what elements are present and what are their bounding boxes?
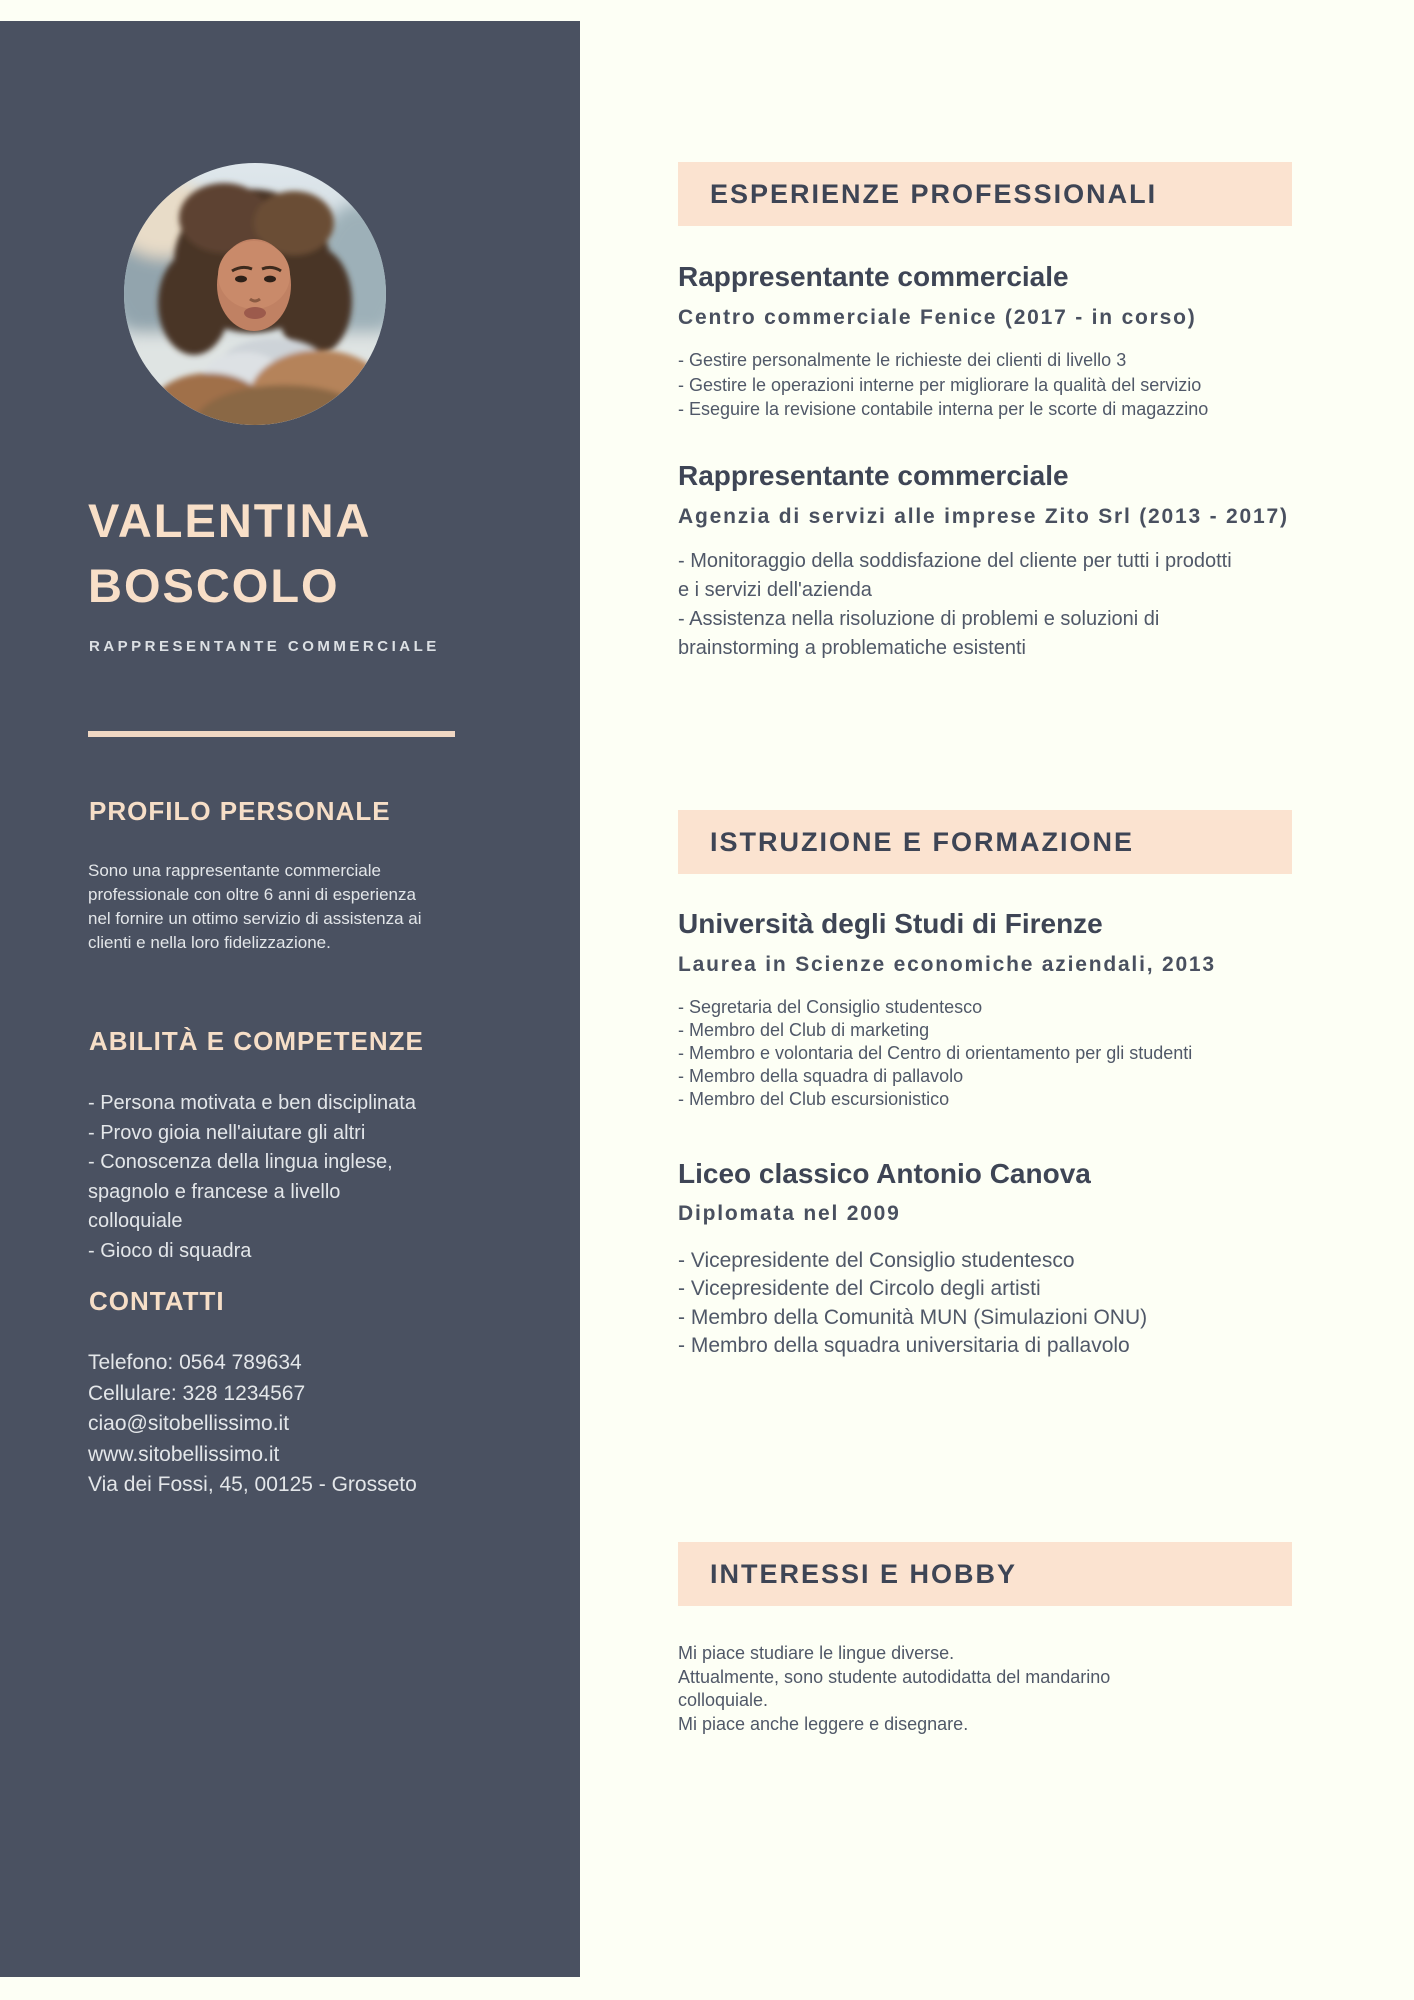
school-bullet: - Membro della Comunità MUN (Simulazioni ONU) <box>678 1305 1148 1329</box>
sidebar-divider <box>88 731 455 737</box>
skill-item: - Persona motivata e ben disciplinata <box>88 1092 416 1114</box>
portrait-illustration <box>124 163 386 425</box>
profile-section-heading: PROFILO PERSONALE <box>89 796 391 826</box>
contact-website: www.sitobellissimo.it <box>88 1442 280 1466</box>
skill-item: - Gioco di squadra <box>88 1239 252 1262</box>
school-bullets <box>678 1247 1318 1360</box>
school-bullet: - Vicepresidente del Consiglio studentesco <box>678 1249 1075 1272</box>
contact-list <box>88 1348 508 1501</box>
interests-line: Mi piace anche leggere e disegnare. <box>678 1713 969 1734</box>
school-bullet: - Vicepresidente del Circolo degli artisti <box>678 1277 1041 1301</box>
profile-photo <box>124 163 386 425</box>
job-title: Rappresentante commerciale <box>678 460 1069 491</box>
sidebar <box>0 21 580 1977</box>
person-name-line2: BOSCOLO <box>88 559 340 612</box>
experience-section-band <box>678 162 1292 226</box>
job-bullet: - Monitoraggio della soddisfazione del cliente per tutti i prodotti e i servizi dell'azienda <box>678 550 1232 601</box>
education-section-band <box>678 810 1292 874</box>
interests-section-band <box>678 1542 1292 1606</box>
skill-item: - Conoscenza della lingua inglese, spagnolo e francese a livello colloquiale <box>88 1151 393 1232</box>
contact-mobile: Cellulare: 328 1234567 <box>88 1381 306 1405</box>
person-name <box>88 488 371 618</box>
contact-section-heading: CONTATTI <box>89 1286 225 1316</box>
school-bullets <box>678 996 1338 1111</box>
skill-item: - Provo gioia nell'aiutare gli altri <box>88 1121 366 1144</box>
interests-line: Attualmente, sono studente autodidatta del mandarino colloquiale. <box>678 1666 1111 1710</box>
job-company: Centro commerciale Fenice (2017 - in corso) <box>678 306 1197 329</box>
experience-section-heading: ESPERIENZE PROFESSIONALI <box>710 178 1158 209</box>
job-bullet: - Gestire personalmente le richieste dei clienti di livello 3 <box>678 350 1127 370</box>
job-bullet: - Gestire le operazioni interne per migliorare la qualità del servizio <box>678 374 1202 395</box>
job-title: Rappresentante commerciale <box>678 261 1069 292</box>
education-section-heading: ISTRUZIONE E FORMAZIONE <box>710 826 1134 857</box>
school-bullet: - Membro della squadra universitaria di pallavolo <box>678 1333 1130 1357</box>
contact-address: Via dei Fossi, 45, 00125 - Grosseto <box>88 1473 417 1496</box>
interests-section-heading: INTERESSI E HOBBY <box>710 1558 1018 1589</box>
profile-section-text: Sono una rappresentante commerciale professionale con oltre 6 anni di esperienza nel fornire un ottimo servizio di assistenza ai clienti e nella loro fidelizzazione. <box>88 861 422 952</box>
school-bullet: - Membro del Club di marketing <box>678 1020 930 1040</box>
job-bullets <box>678 547 1243 663</box>
skills-section-heading: ABILITÀ E COMPETENZE <box>89 1026 424 1056</box>
contact-email: ciao@sitobellissimo.it <box>88 1412 290 1435</box>
job-bullet: - Eseguire la revisione contabile interna per le scorte di magazzino <box>678 399 1209 419</box>
interests-line: Mi piace studiare le lingue diverse. <box>678 1643 955 1663</box>
school-title: Università degli Studi di Firenze <box>678 908 1103 939</box>
person-name-line1: VALENTINA <box>88 494 372 547</box>
school-bullet: - Membro della squadra di pallavolo <box>678 1066 964 1086</box>
school-bullet: - Segretaria del Consiglio studentesco <box>678 997 983 1017</box>
job-bullet: - Assistenza nella risoluzione di problemi e soluzioni di brainstorming a problematiche esistenti <box>678 608 1160 659</box>
school-bullet: - Membro del Club escursionistico <box>678 1089 950 1109</box>
job-company: Agenzia di servizi alle imprese Zito Srl (2013 - 2017) <box>678 505 1289 528</box>
school-bullet: - Membro e volontaria del Centro di orientamento per gli studenti <box>678 1043 1193 1063</box>
contact-phone: Telefono: 0564 789634 <box>88 1351 302 1374</box>
person-role: RAPPRESENTANTE COMMERCIALE <box>89 638 440 655</box>
school-title: Liceo classico Antonio Canova <box>678 1158 1091 1189</box>
job-bullets <box>678 348 1318 422</box>
school-detail: Diplomata nel 2009 <box>678 1202 901 1225</box>
school-detail: Laurea in Scienze economiche aziendali, 2013 <box>678 953 1216 976</box>
interests-text <box>678 1642 1178 1736</box>
skills-list <box>88 1089 438 1266</box>
